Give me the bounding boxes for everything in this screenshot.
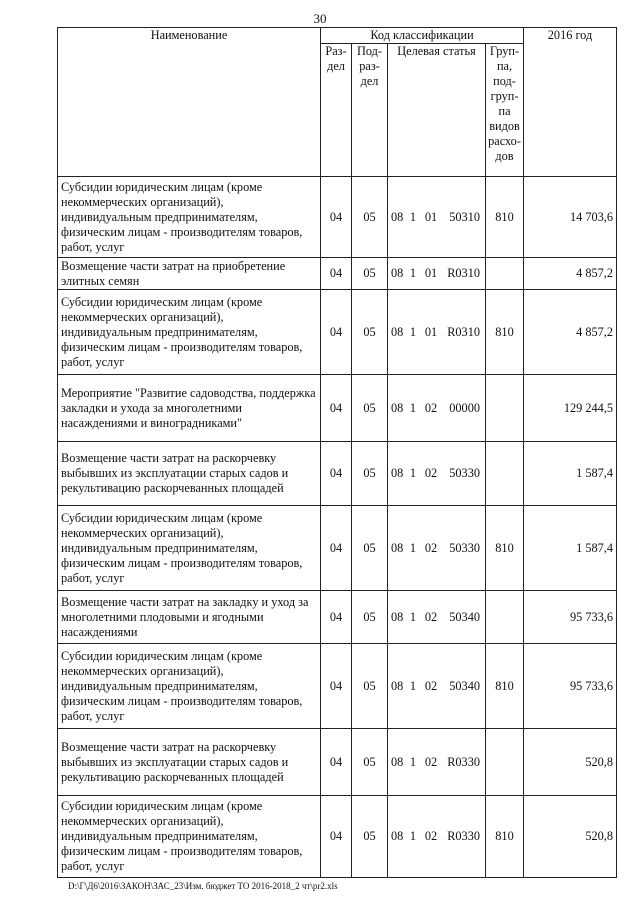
row-target: [388, 644, 486, 729]
target-subprogram: 1: [409, 829, 417, 843]
file-path-footer: D:\Г\Д6\2016\ЗАКОН\ЗАС_23\Изм. бюджет ТО 2016-2018_2 чт\pr2.xls: [68, 881, 338, 891]
table-row: [58, 290, 617, 375]
row-podrazdel: 05: [352, 729, 388, 796]
target-program: 08: [391, 754, 404, 769]
target-program: 08: [391, 324, 404, 339]
target-program: 08: [391, 466, 404, 480]
row-podrazdel: 05: [352, 506, 388, 591]
row-group: [486, 258, 524, 290]
page-number: 30: [313, 11, 327, 26]
row-group: [486, 729, 524, 796]
row-target: [388, 177, 486, 258]
row-razdel: 04: [321, 375, 352, 442]
row-podrazdel: 05: [352, 258, 388, 290]
row-name: Субсидии юридическим лицам (кроме некоммерческих организаций), индивидуальным предпринимателям, физическим лицам - производителям товаров, работ, услуг: [58, 796, 321, 878]
target-direction: 50340: [449, 678, 480, 693]
row-podrazdel: 05: [352, 177, 388, 258]
row-amount: 4 857,2: [524, 290, 617, 375]
target-direction: R0330: [447, 829, 480, 843]
row-amount: 95 733,6: [524, 591, 617, 644]
row-name: Возмещение части затрат на закладку и уход за многолетними плодовыми и ягодными насаждениями: [58, 591, 321, 644]
target-program: 08: [391, 609, 404, 624]
row-razdel: 04: [321, 290, 352, 375]
target-program: 08: [391, 209, 404, 224]
row-target: [388, 729, 486, 796]
target-event: 02: [424, 678, 438, 693]
header-code-classification: Код классификации: [321, 28, 524, 44]
header-razdel-text: Раз- дел: [325, 44, 347, 73]
header-name: Наименование: [58, 28, 321, 177]
target-event: 02: [424, 400, 438, 415]
table-row: [58, 442, 617, 506]
target-subprogram: 1: [409, 540, 417, 555]
row-podrazdel: 05: [352, 796, 388, 878]
row-target: [388, 796, 486, 878]
table-row: [58, 258, 617, 290]
target-subprogram: 1: [409, 266, 417, 280]
target-event: 02: [424, 609, 438, 624]
target-program: 08: [391, 400, 404, 415]
target-program: 08: [391, 540, 404, 555]
row-razdel: 04: [321, 796, 352, 878]
row-amount: 129 244,5: [524, 375, 617, 442]
row-podrazdel: 05: [352, 591, 388, 644]
target-program: 08: [391, 678, 404, 693]
row-group: 810: [486, 644, 524, 729]
target-direction: 50340: [449, 609, 480, 624]
row-amount: 95 733,6: [524, 644, 617, 729]
target-subprogram: 1: [409, 209, 417, 224]
target-subprogram: 1: [409, 609, 417, 624]
table-row: [58, 506, 617, 591]
row-target: [388, 442, 486, 506]
row-group: [486, 442, 524, 506]
row-name: Субсидии юридическим лицам (кроме некоммерческих организаций), индивидуальным предпринимателям, физическим лицам - производителям товаров, работ, услуг: [58, 506, 321, 591]
target-direction: 50310: [449, 209, 480, 224]
target-event: 01: [424, 209, 438, 224]
row-name: Возмещение части затрат на раскорчевку выбывших из эксплуатации старых садов и рекультивацию раскорчеванных площадей: [58, 729, 321, 796]
target-event: 01: [424, 324, 438, 339]
target-direction: 50330: [449, 466, 480, 480]
row-target: [388, 290, 486, 375]
table-row: [58, 796, 617, 878]
row-group: 810: [486, 177, 524, 258]
row-group: [486, 375, 524, 442]
table-row: [58, 591, 617, 644]
target-event: 02: [424, 540, 438, 555]
target-direction: R0310: [447, 266, 480, 280]
header-razdel: [321, 44, 352, 177]
row-amount: 1 587,4: [524, 442, 617, 506]
header-podrazdel: [352, 44, 388, 177]
target-subprogram: 1: [409, 466, 417, 480]
row-name: Субсидии юридическим лицам (кроме некоммерческих организаций), индивидуальным предпринимателям, физическим лицам - производителям товаров, работ, услуг: [58, 290, 321, 375]
row-razdel: 04: [321, 644, 352, 729]
row-razdel: 04: [321, 442, 352, 506]
target-direction: R0330: [447, 754, 480, 769]
target-direction: 00000: [449, 400, 480, 415]
target-event: 02: [424, 829, 438, 843]
table-row: [58, 644, 617, 729]
target-direction: R0310: [447, 324, 480, 339]
row-amount: 520,8: [524, 729, 617, 796]
row-target: [388, 258, 486, 290]
row-podrazdel: 05: [352, 290, 388, 375]
row-razdel: 04: [321, 506, 352, 591]
row-target: [388, 375, 486, 442]
budget-rows: [58, 177, 617, 878]
row-group: [486, 591, 524, 644]
target-subprogram: 1: [409, 754, 417, 769]
target-direction: 50330: [449, 540, 480, 555]
header-group: [486, 44, 524, 177]
row-name: Субсидии юридическим лицам (кроме некоммерческих организаций), индивидуальным предпринимателям, физическим лицам - производителям товаров, работ, услуг: [58, 177, 321, 258]
target-subprogram: 1: [409, 678, 417, 693]
target-program: 08: [391, 266, 404, 280]
row-target: [388, 591, 486, 644]
target-subprogram: 1: [409, 324, 417, 339]
table-row: [58, 729, 617, 796]
row-name: Субсидии юридическим лицам (кроме некоммерческих организаций), индивидуальным предпринимателям, физическим лицам - производителям товаров, работ, услуг: [58, 644, 321, 729]
row-razdel: 04: [321, 177, 352, 258]
row-group: 810: [486, 796, 524, 878]
header-year: 2016 год: [524, 28, 617, 177]
row-amount: 520,8: [524, 796, 617, 878]
row-amount: 1 587,4: [524, 506, 617, 591]
row-podrazdel: 05: [352, 644, 388, 729]
header-row-top: [58, 28, 617, 44]
target-subprogram: 1: [409, 400, 417, 415]
row-target: [388, 506, 486, 591]
row-razdel: 04: [321, 591, 352, 644]
row-group: 810: [486, 290, 524, 375]
row-name: Возмещение части затрат на приобретение элитных семян: [58, 258, 321, 290]
header-podrazdel-text: Под- раз- дел: [356, 44, 383, 88]
row-name: Мероприятие "Развитие садоводства, поддержка закладки и ухода за многолетними насаждениями и виноградниками": [58, 375, 321, 442]
header-group-text: Груп- па, под- груп- па видов расхо- дов: [488, 44, 521, 163]
row-amount: 4 857,2: [524, 258, 617, 290]
target-event: 02: [424, 466, 438, 480]
table-row: [58, 177, 617, 258]
row-podrazdel: 05: [352, 442, 388, 506]
row-name: Возмещение части затрат на раскорчевку выбывших из эксплуатации старых садов и рекультивацию раскорчеванных площадей: [58, 442, 321, 506]
target-event: 01: [424, 266, 438, 280]
row-razdel: 04: [321, 258, 352, 290]
row-group: 810: [486, 506, 524, 591]
table-row: [58, 375, 617, 442]
budget-table: [57, 27, 617, 878]
row-razdel: 04: [321, 729, 352, 796]
row-podrazdel: 05: [352, 375, 388, 442]
row-amount: 14 703,6: [524, 177, 617, 258]
target-event: 02: [424, 754, 438, 769]
target-program: 08: [391, 829, 404, 843]
header-target: Целевая статья: [388, 44, 486, 177]
